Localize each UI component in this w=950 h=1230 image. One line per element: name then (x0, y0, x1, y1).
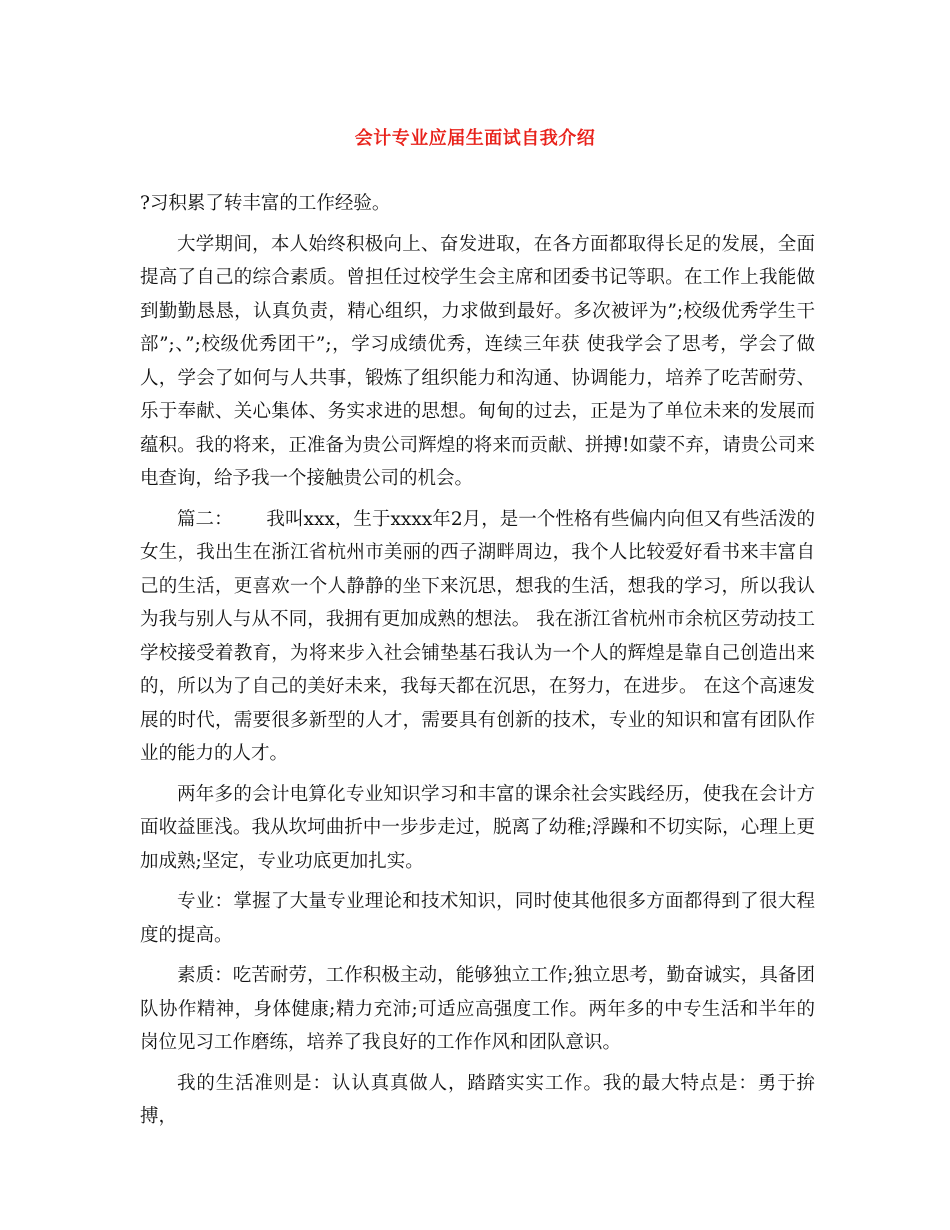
document-body (140, 187, 815, 1141)
document-title: 会计专业应届生面试自我介绍 (354, 128, 596, 149)
paragraph-quality: 素质：吃苦耐劳，工作积极主动，能够独立工作;独立思考，勤奋诚实，具备团队协作精神，身体健康;精力充沛;可适应高强度工作。两年多的中专生活和半年的岗位见习工作磨练，培养了我良好的工作作风和团队意识。 (140, 965, 815, 1053)
paragraph-accounting-study: 两年多的会计电算化专业知识学习和丰富的课余社会实践经历，使我在会计方面收益匪浅。我从坎坷曲折中一步步走过，脱离了幼稚;浮躁和不切实际，心理上更加成熟;坚定，专业功底更加扎实。 (140, 783, 815, 872)
paragraph-continuation: ?习积累了转丰富的工作经验。 (140, 193, 391, 214)
paragraph-part-two: 篇二： 我叫xxx，生于xxxx年2月，是一个性格有些偏内向但又有些活泼的女生，我出生在浙江省杭州市美丽的西子湖畔周边，我个人比较爱好看书来丰富自己的生活，更喜欢一个人静静的坐下来沉思，想我的生活，想我的学习，所以我认为我与别人与从不同，我拥有更加成熟的想法。 我在浙江省杭州市余杭区劳动技工学校接受着教育，为将来步入社会铺垫基石我认为一个人的辉煌是靠自己创造出来的，所以为了自己的美好未来，我每天都在沉思，在努力，在进步。 在这个高速发展的时代，需要很多新型的人才，需要具有创新的技术，专业的知识和富有团队作业的能力的人才。 (140, 508, 815, 764)
paragraph-life-principle: 我的生活准则是：认认真真做人，踏踏实实工作。我的最大特点是：勇于拚搏， (140, 1072, 815, 1127)
paragraph-university: 大学期间，本人始终积极向上、奋发进取，在各方面都取得长足的发展，全面提高了自己的综合素质。曾担任过校学生会主席和团委书记等职。在工作上我能做到勤勤恳恳，认真负责，精心组织，力求做到最好。多次被评为”;校级优秀学生干部”;、”;校级优秀团干”;，学习成绩优秀，连续三年获 使我学会了思考，学会了做人，学会了如何与人共事，锻炼了组织能力和沟通、协调能力，培养了吃苦耐劳、乐于奉献、关心集体、务实求进的思想。甸甸的过去，正是为了单位未来的发展而蕴积。我的将来，正准备为贵公司辉煌的将来而贡献、拼搏!如蒙不弃，请贵公司来电查询，给予我一个接触贵公司的机会。 (140, 233, 815, 489)
paragraph-professional: 专业：掌握了大量专业理论和技术知识，同时使其他很多方面都得到了很大程度的提高。 (140, 891, 815, 946)
